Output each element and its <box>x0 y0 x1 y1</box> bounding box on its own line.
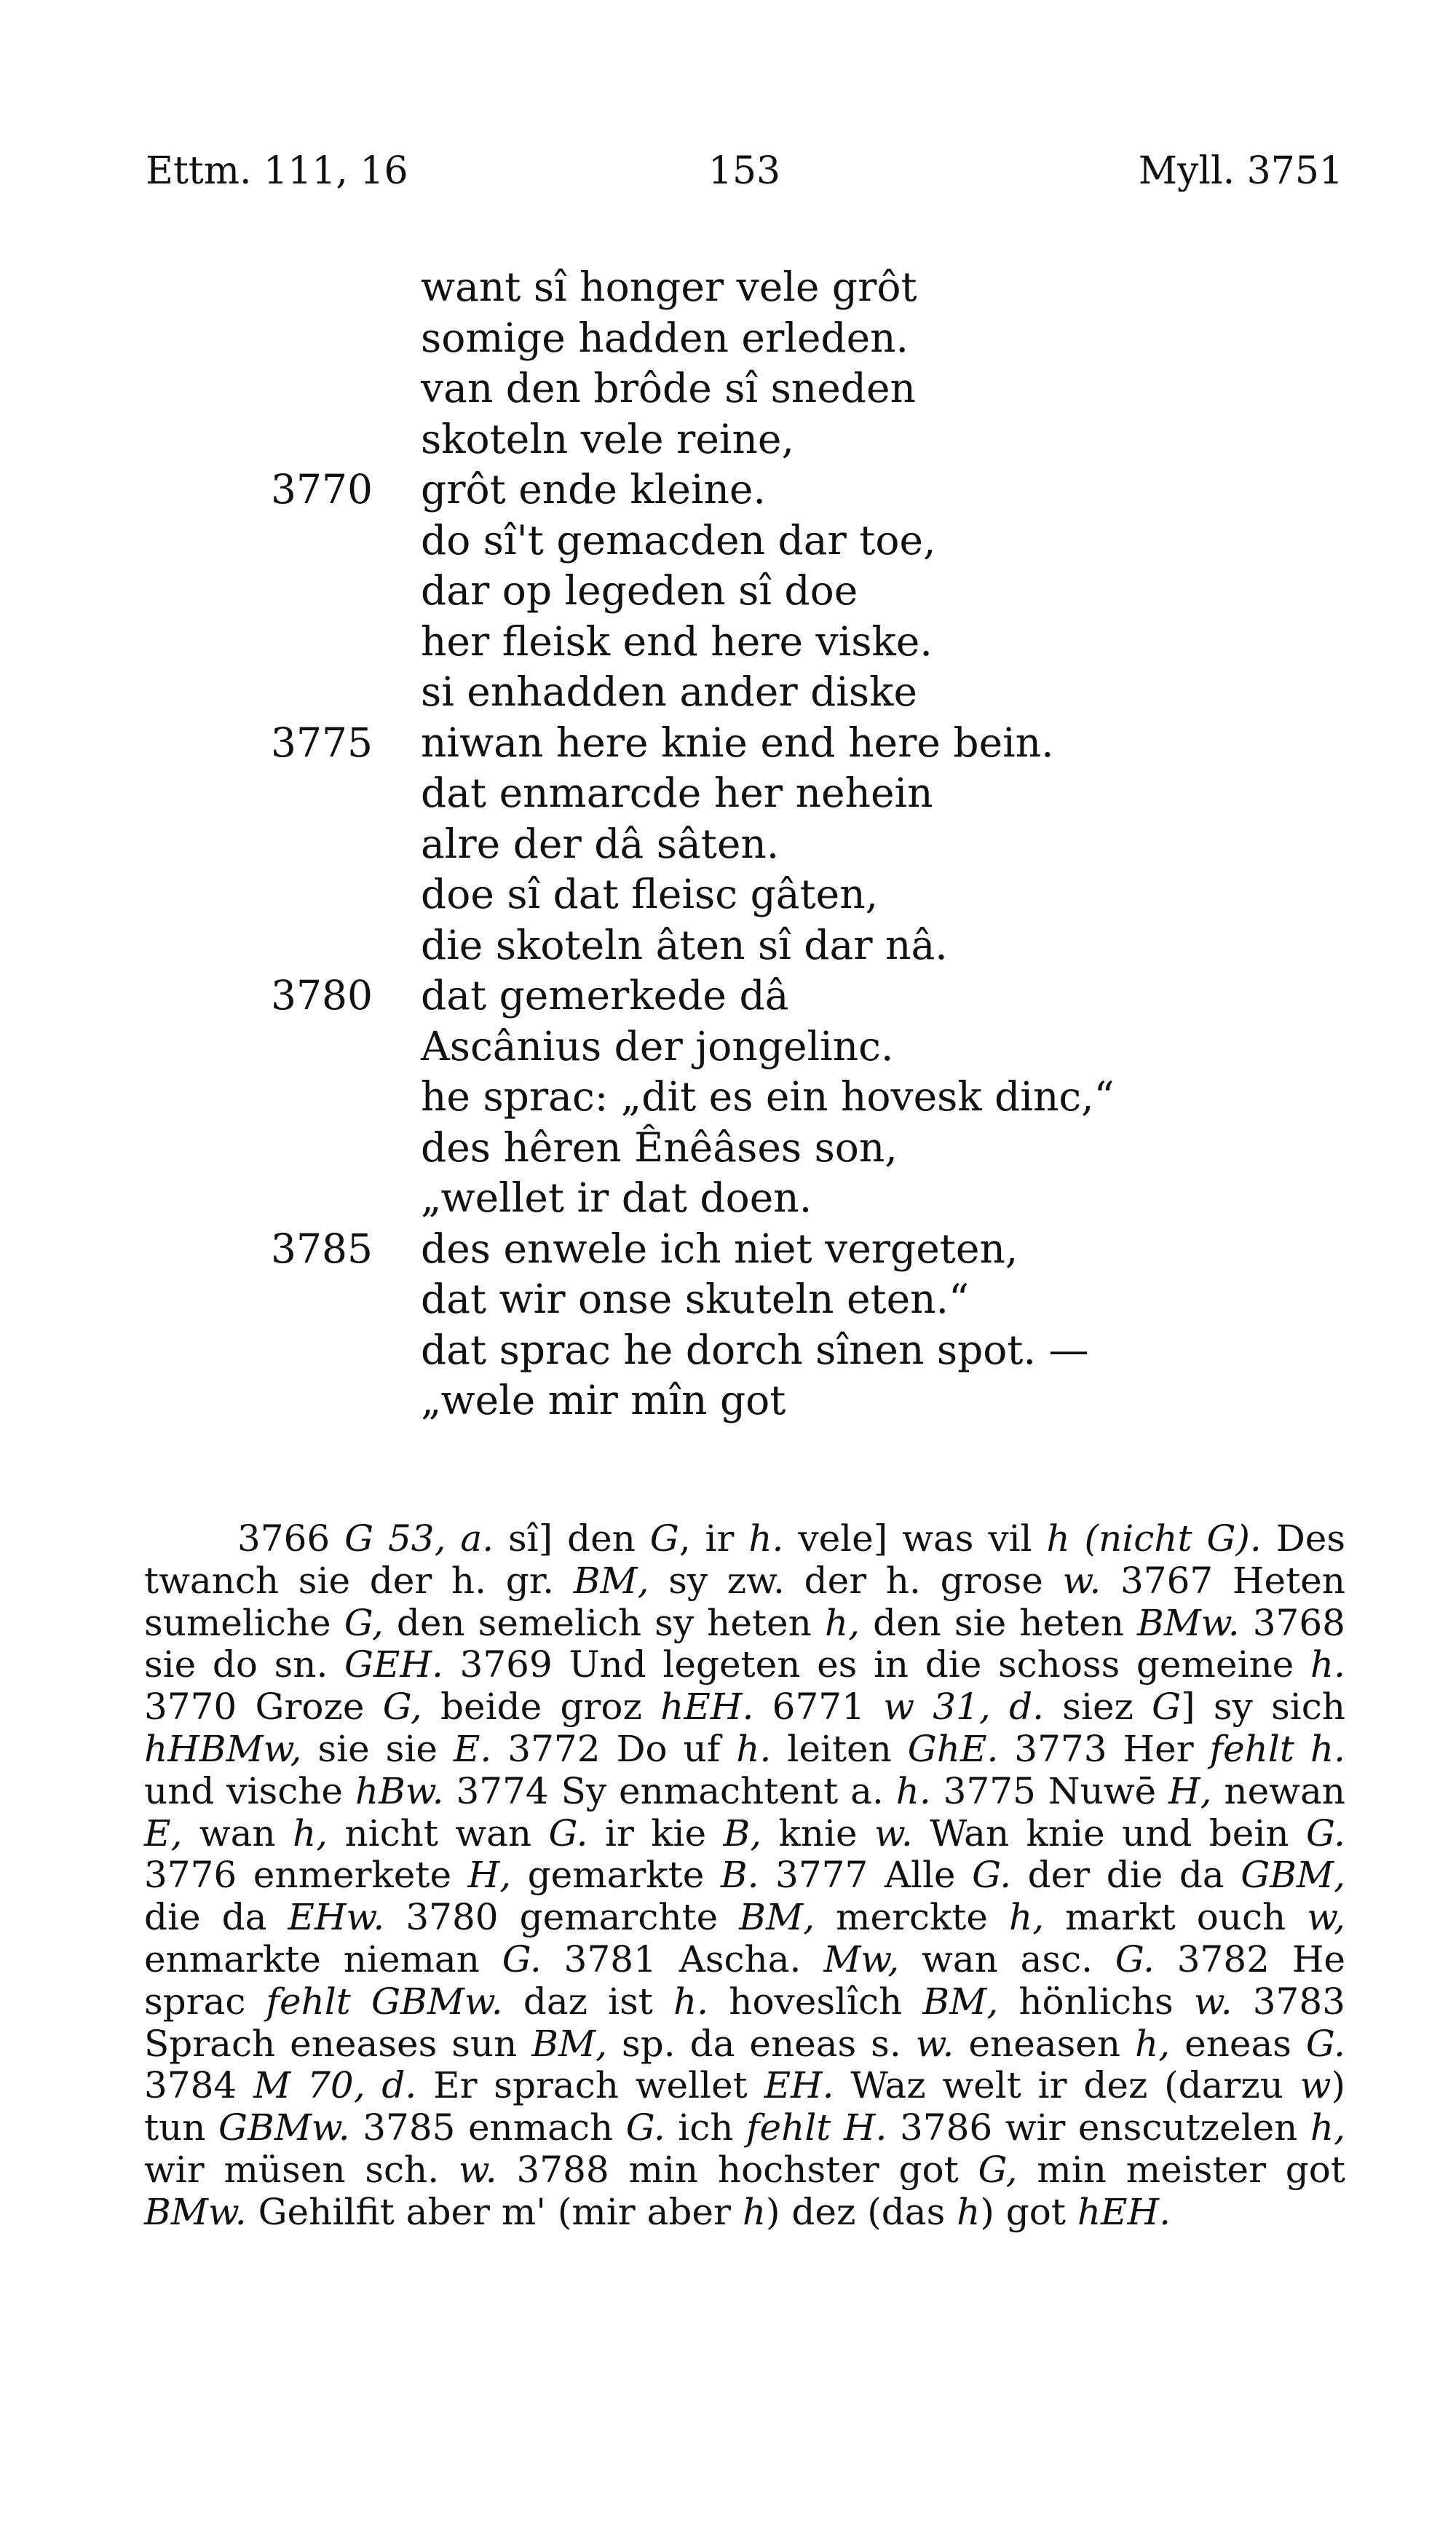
apparatus-siglum: w. <box>1062 1559 1101 1602</box>
apparatus-siglum: G. <box>502 1937 542 1980</box>
apparatus-text: ] sy sich <box>1181 1686 1345 1729</box>
verse-line-text: dat enmarcde her nehein <box>421 770 933 816</box>
apparatus-siglum: w 31, d. <box>883 1686 1044 1729</box>
apparatus-text: 3781 Ascha. <box>541 1937 824 1980</box>
apparatus-siglum: h <box>742 2190 767 2233</box>
apparatus-text: knie <box>761 1812 874 1854</box>
line-number: 3780 <box>271 972 373 1019</box>
header-left-reference: Ettm. 111, 16 <box>146 149 408 193</box>
verse-line <box>0 1173 1456 1224</box>
verse-line-text: skoteln vele reine, <box>421 415 794 462</box>
apparatus-text: wan <box>182 1812 293 1854</box>
apparatus-siglum: H, <box>467 1854 512 1897</box>
apparatus-siglum: EHw. <box>288 1896 385 1939</box>
apparatus-siglum: h <box>957 2190 981 2233</box>
verse-line-text: he sprac: „dit es ein hovesk dinc,“ <box>421 1073 1115 1120</box>
apparatus-siglum: w. <box>874 1812 913 1854</box>
verse-line-text: Ascânius der jongelinc. <box>421 1022 894 1070</box>
apparatus-siglum: h. <box>1310 1643 1345 1686</box>
apparatus-text: hönlichs <box>998 1980 1194 2023</box>
apparatus-siglum: E, <box>144 1812 183 1854</box>
apparatus-siglum: hBw. <box>355 1769 444 1812</box>
apparatus-text: 3768 sie do sn. <box>144 1601 1345 1686</box>
apparatus-siglum: G. <box>1305 1812 1346 1854</box>
apparatus-siglum: h (nicht G). <box>1046 1517 1262 1560</box>
line-number: 3775 <box>271 719 373 766</box>
apparatus-siglum: BM, <box>922 1980 999 2023</box>
apparatus-siglum: H, <box>1168 1769 1212 1812</box>
apparatus-siglum: G, <box>344 1601 384 1644</box>
verse-line-text: dat sprac he dorch sînen spot. — <box>421 1326 1089 1373</box>
apparatus-text: 6771 <box>753 1686 884 1729</box>
verse-line <box>0 313 1456 364</box>
apparatus-text: wir müsen sch. <box>144 2148 459 2191</box>
verse-line-text: die skoteln âten sî dar nâ. <box>421 921 948 968</box>
apparatus-siglum: fehlt H. <box>746 2106 887 2149</box>
apparatus-siglum: B. <box>720 1854 759 1897</box>
apparatus-siglum: G <box>1152 1686 1182 1729</box>
verse-line-text: dat wir onse skuteln eten.“ <box>421 1276 970 1322</box>
apparatus-siglum: G. <box>1115 1937 1155 1980</box>
apparatus-text: ir kie <box>587 1812 724 1854</box>
apparatus-siglum: GEH. <box>344 1643 443 1686</box>
apparatus-text: eneas <box>1170 2022 1306 2065</box>
apparatus-siglum: G <box>649 1517 679 1560</box>
apparatus-siglum: h. <box>673 1980 709 2023</box>
apparatus-siglum: fehlt h. <box>1209 1727 1346 1770</box>
apparatus-siglum: G, <box>978 2148 1018 2191</box>
apparatus-text: 3780 gemarchte <box>384 1896 740 1939</box>
apparatus-text: sie sie <box>301 1727 454 1770</box>
verse-line <box>0 414 1456 465</box>
apparatus-text: den semelich sy heten <box>383 1601 825 1644</box>
apparatus-siglum: BMw. <box>144 2190 247 2233</box>
apparatus-siglum: w, <box>1307 1896 1345 1939</box>
verse-line-text: doe sî dat fleisc gâten, <box>421 871 879 917</box>
apparatus-siglum: G. <box>548 1812 588 1854</box>
verse-line <box>0 869 1456 920</box>
apparatus-text: , ir <box>678 1517 749 1560</box>
apparatus-text: und vische <box>144 1769 355 1812</box>
apparatus-text: min meister got <box>1017 2148 1346 2191</box>
line-number: 3770 <box>271 466 373 513</box>
apparatus-text: nicht wan <box>328 1812 549 1854</box>
line-number: 3785 <box>271 1225 373 1272</box>
apparatus-text: sy zw. der h. grose <box>649 1559 1063 1602</box>
apparatus-siglum: B, <box>723 1812 762 1854</box>
apparatus-siglum: BM, <box>531 2022 608 2065</box>
apparatus-text: die da <box>144 1896 288 1939</box>
apparatus-siglum: h, <box>292 1812 328 1854</box>
verse-line <box>0 971 1456 1022</box>
apparatus-siglum: w. <box>915 2022 954 2065</box>
apparatus-text: vele] was vil <box>783 1517 1047 1560</box>
verse-line-text: van den brôde sî sneden <box>421 365 916 411</box>
verse-line <box>0 1123 1456 1174</box>
verse-line <box>0 768 1456 819</box>
verse-line <box>0 718 1456 769</box>
apparatus-text: Des twanch sie der h. gr. <box>144 1517 1346 1602</box>
verse-line-text: si enhadden ander diske <box>421 668 917 715</box>
verse-line <box>0 617 1456 668</box>
apparatus-text: 3788 min hochster got <box>496 2148 978 2191</box>
apparatus-siglum: h. <box>748 1517 784 1560</box>
verse-line <box>0 465 1456 516</box>
apparatus-siglum: GBMw. <box>218 2106 350 2149</box>
apparatus-text: ) got <box>980 2190 1077 2233</box>
verse-line-text: niwan here knie end here bein. <box>421 719 1054 766</box>
apparatus-siglum: fehlt GBMw. <box>266 1980 503 2023</box>
apparatus-siglum: hEH. <box>1077 2190 1171 2233</box>
apparatus-text: 3773 Her <box>998 1727 1210 1770</box>
apparatus-siglum: h. <box>736 1727 772 1770</box>
apparatus-text: Wan knie und bein <box>912 1812 1306 1854</box>
apparatus-text: den sie heten <box>860 1601 1137 1644</box>
apparatus-text: sp. da eneas s. <box>607 2022 916 2065</box>
verse-line <box>0 363 1456 414</box>
apparatus-siglum: hEH. <box>660 1686 754 1729</box>
apparatus-siglum: h, <box>1009 1896 1045 1939</box>
verse-line-text: des hêren Ênêâses son, <box>421 1123 898 1171</box>
verse-line <box>0 819 1456 870</box>
apparatus-text: gemarkte <box>511 1854 721 1897</box>
apparatus-text: markt ouch <box>1044 1896 1307 1939</box>
apparatus-text: siez <box>1044 1686 1152 1729</box>
apparatus-paragraph <box>144 1518 1345 2234</box>
apparatus-text: enmarkte nieman <box>144 1937 502 1980</box>
verse-line-text: do sî't gemacden dar toe, <box>421 516 936 564</box>
apparatus-text: eneasen <box>954 2022 1136 2065</box>
verse-line-text: des enwele ich niet vergeten, <box>421 1225 1018 1272</box>
apparatus-text: Gehilfit aber m' (mir aber <box>246 2190 743 2233</box>
apparatus-text: 3784 <box>144 2064 254 2107</box>
apparatus-text: wan asc. <box>899 1937 1115 1980</box>
apparatus-text: 3774 Sy enmachtent a. <box>443 1769 896 1812</box>
apparatus-siglum: w. <box>1193 1980 1233 2023</box>
apparatus-siglum: Mw, <box>823 1937 900 1980</box>
apparatus-siglum: h, <box>1135 2022 1171 2065</box>
apparatus-text: 3770 Groze <box>144 1686 383 1729</box>
apparatus-text: 3782 He sprac <box>144 1937 1346 2023</box>
apparatus-siglum: h. <box>895 1769 931 1812</box>
apparatus-text: 3772 Do uf <box>491 1727 737 1770</box>
header-right-reference: Myll. 3751 <box>1138 149 1343 193</box>
apparatus-text: 3769 Und legeten es in die schoss gemeine <box>443 1643 1310 1686</box>
apparatus-text: Waz welt ir dez (darzu <box>834 2064 1300 2107</box>
apparatus-text: 3786 wir enscutzelen <box>887 2106 1310 2149</box>
apparatus-text: 3776 enmerkete <box>144 1854 468 1897</box>
apparatus-text: ich <box>665 2106 747 2149</box>
apparatus-siglum: BM, <box>739 1896 815 1939</box>
apparatus-text: newan <box>1211 1769 1345 1812</box>
apparatus-siglum: w <box>1299 2064 1332 2107</box>
apparatus-siglum: BM, <box>573 1559 649 1602</box>
page-number: 153 <box>708 149 781 193</box>
verse-line-text: dar op legeden sî doe <box>421 567 858 614</box>
verse-line <box>0 566 1456 617</box>
apparatus-siglum: G 53, a. <box>344 1517 494 1560</box>
apparatus-siglum: G. <box>625 2106 665 2149</box>
apparatus-siglum: GhE. <box>907 1727 999 1770</box>
verse-line-text: grôt ende kleine. <box>421 466 766 513</box>
apparatus-text: ) dez (das <box>766 2190 957 2233</box>
apparatus-siglum: M 70, d. <box>253 2064 417 2107</box>
apparatus-text: hoveslîch <box>708 1980 923 2023</box>
verse-line-text: her fleisk end here viske. <box>421 617 933 665</box>
apparatus-siglum: E. <box>453 1727 492 1770</box>
apparatus-text: 3775 Nuwē <box>930 1769 1168 1812</box>
verse-line <box>0 1072 1456 1123</box>
verse-line-text: alre der dâ sâten. <box>421 820 780 867</box>
apparatus-siglum: h, <box>824 1601 860 1644</box>
verse-line-text: „wellet ir dat doen. <box>421 1174 812 1221</box>
apparatus-text: merckte <box>815 1896 1010 1939</box>
verse-line <box>0 516 1456 566</box>
apparatus-text: leiten <box>771 1727 908 1770</box>
verse-line <box>0 1224 1456 1275</box>
apparatus-text: Er sprach wellet <box>416 2064 764 2107</box>
apparatus-text: 3785 enmach <box>349 2106 626 2149</box>
verse-line <box>0 1375 1456 1426</box>
apparatus-text: 3766 <box>237 1517 345 1560</box>
apparatus-text: 3783 Sprach eneases sun <box>144 1980 1345 2065</box>
apparatus-text: der die da <box>1011 1854 1241 1897</box>
verse-line-text: want sî honger vele grôt <box>421 264 917 310</box>
verse-line-text: somige hadden erleden. <box>421 314 909 361</box>
critical-apparatus <box>144 1518 1345 2234</box>
running-header <box>146 149 1343 200</box>
verse-line <box>0 1274 1456 1325</box>
apparatus-text: ) tun <box>144 2064 1346 2149</box>
apparatus-text: 3767 Heten sumeliche <box>144 1559 1345 1644</box>
apparatus-siglum: G. <box>972 1854 1012 1897</box>
apparatus-siglum: hHBMw, <box>144 1727 302 1770</box>
apparatus-siglum: G. <box>1305 2022 1345 2065</box>
verse-line <box>0 667 1456 718</box>
verse-line <box>0 262 1456 313</box>
apparatus-text: daz ist <box>502 1980 673 2023</box>
apparatus-text: beide groz <box>422 1686 661 1729</box>
apparatus-text: 3777 Alle <box>759 1854 973 1897</box>
verse-text <box>0 262 1456 1426</box>
apparatus-text: sî] den <box>494 1517 650 1560</box>
verse-line <box>0 1325 1456 1376</box>
verse-line <box>0 1022 1456 1073</box>
apparatus-siglum: h, <box>1310 2106 1346 2149</box>
apparatus-siglum: GBM, <box>1241 1854 1345 1897</box>
apparatus-siglum: BMw. <box>1136 1601 1240 1644</box>
apparatus-siglum: EH. <box>764 2064 834 2107</box>
verse-line <box>0 920 1456 971</box>
verse-line-text: „wele mir mîn got <box>421 1377 786 1423</box>
apparatus-siglum: G, <box>382 1686 422 1729</box>
verse-line-text: dat gemerkede dâ <box>421 972 789 1019</box>
apparatus-siglum: w. <box>458 2148 497 2191</box>
